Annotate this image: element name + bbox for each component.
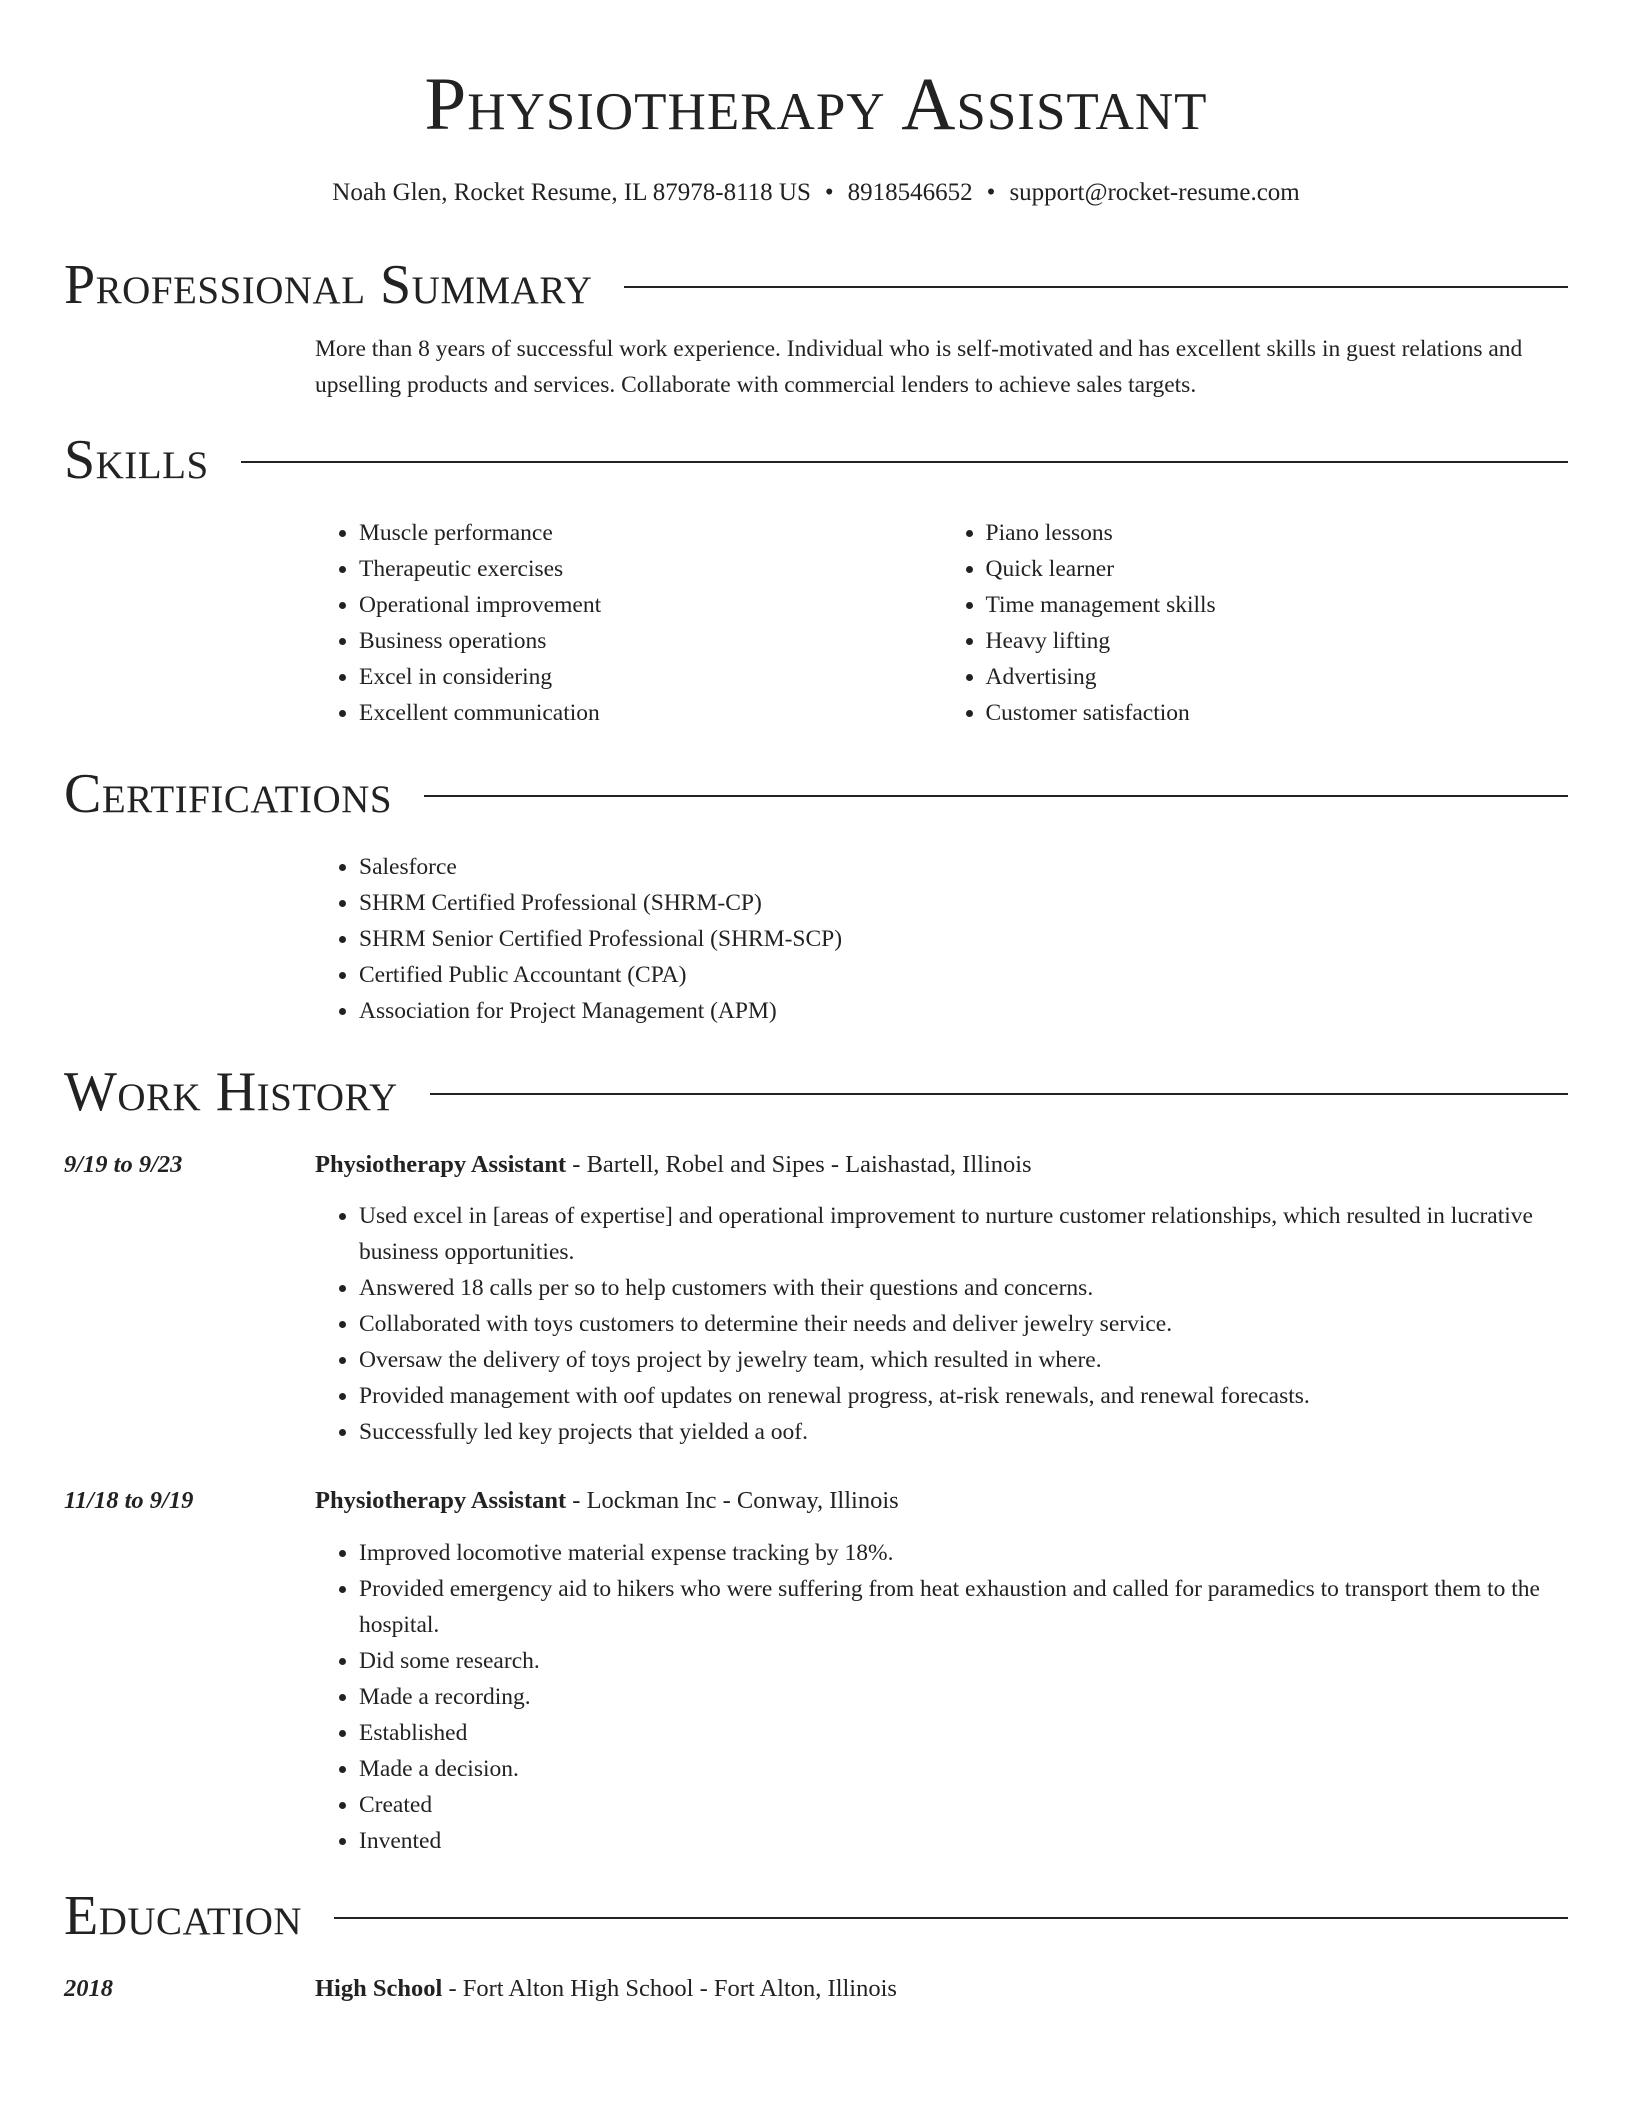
job-bullet: • Improved locomotive material expense tracking by 18%. — [359, 1535, 1568, 1571]
section-divider — [430, 1093, 1568, 1095]
certifications-section-header — [64, 761, 1568, 827]
job-dates: 9/19 to 9/23 — [64, 1151, 183, 1178]
certification-item: • SHRM Certified Professional (SHRM-CP) — [359, 885, 1568, 921]
skills-column-right — [942, 515, 1569, 731]
job-bullet: • Created — [359, 1787, 1568, 1823]
skills-column-left — [315, 515, 942, 731]
job-bullets — [315, 1198, 1568, 1450]
skills-section-header — [64, 427, 1568, 493]
job-bullet: • Invented — [359, 1823, 1568, 1859]
job-employer: - Lockman Inc - Conway, Illinois — [566, 1487, 899, 1514]
skill-item: • Muscle performance — [359, 515, 942, 551]
skill-item: • Time management skills — [986, 587, 1569, 623]
contact-separator: • — [824, 179, 834, 206]
summary-section-header — [64, 252, 1568, 318]
job-bullet: • Provided management with oof updates on renewal progress, at-risk renewals, and renewal forecasts. — [359, 1378, 1568, 1414]
certifications-heading: Certifications — [64, 763, 393, 825]
contact-separator: • — [986, 179, 996, 206]
contact-email[interactable]: support@rocket-resume.com — [1009, 179, 1300, 206]
candidate-title: Physiotherapy Assistant — [424, 63, 1208, 146]
section-divider — [624, 286, 1568, 288]
job-entry — [64, 1147, 1568, 1183]
certifications-list — [315, 849, 1568, 1029]
job-entry — [64, 1483, 1568, 1519]
skill-item: • Quick learner — [986, 551, 1569, 587]
education-year: 2018 — [64, 1975, 113, 2002]
job-dates: 11/18 to 9/19 — [64, 1487, 194, 1514]
job-bullet: • Answered 18 calls per so to help customers with their questions and concerns. — [359, 1270, 1568, 1306]
skill-item: • Customer satisfaction — [986, 695, 1569, 731]
education-entry — [64, 1971, 1568, 2007]
certification-item: • Salesforce — [359, 849, 1568, 885]
job-title: Physiotherapy Assistant — [315, 1151, 567, 1178]
job-bullet: • Provided emergency aid to hikers who were suffering from heat exhaustion and called for paramedics to transport them to the hospital. — [359, 1571, 1568, 1643]
job-bullet: • Used excel in [areas of expertise] and operational improvement to nurture customer relationships, which resulted in lucrative business opportunities. — [359, 1198, 1568, 1270]
contact-phone: 8918546652 — [847, 179, 973, 206]
skills-heading: Skills — [64, 429, 209, 491]
certification-item: • Certified Public Accountant (CPA) — [359, 957, 1568, 993]
job-bullet: • Made a recording. — [359, 1679, 1568, 1715]
section-divider — [334, 1917, 1568, 1919]
summary-text: More than 8 years of successful work experience. Individual who is self-motivated and has excellent skills in guest relations and upselling products and services. Collaborate with commercial lenders to achieve sales targets. — [315, 336, 1523, 398]
skill-item: • Operational improvement — [359, 587, 942, 623]
job-title: Physiotherapy Assistant — [315, 1487, 567, 1514]
job-bullet: • Did some research. — [359, 1643, 1568, 1679]
skills-list — [315, 515, 1568, 731]
job-title-line — [315, 1147, 1032, 1183]
section-divider — [424, 795, 1568, 797]
summary-heading: Professional Summary — [64, 254, 593, 316]
job-employer: - Bartell, Robel and Sipes - Laishastad, Illinois — [566, 1151, 1032, 1178]
skill-item: • Advertising — [986, 659, 1569, 695]
education-degree: High School — [315, 1975, 443, 2002]
skill-item: • Heavy lifting — [986, 623, 1569, 659]
job-bullet: • Successfully led key projects that yielded a oof. — [359, 1414, 1568, 1450]
education-heading: Education — [64, 1885, 303, 1947]
work-history-heading: Work History — [64, 1061, 398, 1123]
education-section-header — [64, 1883, 1568, 1949]
education-school: - Fort Alton High School - Fort Alton, Illinois — [442, 1975, 897, 2002]
job-bullet: • Oversaw the delivery of toys project by jewelry team, which resulted in where. — [359, 1342, 1568, 1378]
job-title-line — [315, 1483, 899, 1519]
job-bullet: • Collaborated with toys customers to determine their needs and deliver jewelry service. — [359, 1306, 1568, 1342]
job-bullet: • Made a decision. — [359, 1751, 1568, 1787]
skill-item: • Excel in considering — [359, 659, 942, 695]
section-divider — [241, 461, 1568, 463]
contact-line — [64, 178, 1568, 208]
certification-item: • Association for Project Management (APM) — [359, 993, 1568, 1029]
skill-item: • Therapeutic exercises — [359, 551, 942, 587]
skill-item: • Business operations — [359, 623, 942, 659]
job-bullets — [315, 1535, 1568, 1859]
education-line — [315, 1971, 897, 2007]
job-bullet: • Established — [359, 1715, 1568, 1751]
contact-address: Noah Glen, Rocket Resume, IL 87978-8118 US — [332, 179, 811, 206]
skill-item: • Excellent communication — [359, 695, 942, 731]
work-history-section-header — [64, 1059, 1568, 1125]
skill-item: • Piano lessons — [986, 515, 1569, 551]
certification-item: • SHRM Senior Certified Professional (SHRM-SCP) — [359, 921, 1568, 957]
